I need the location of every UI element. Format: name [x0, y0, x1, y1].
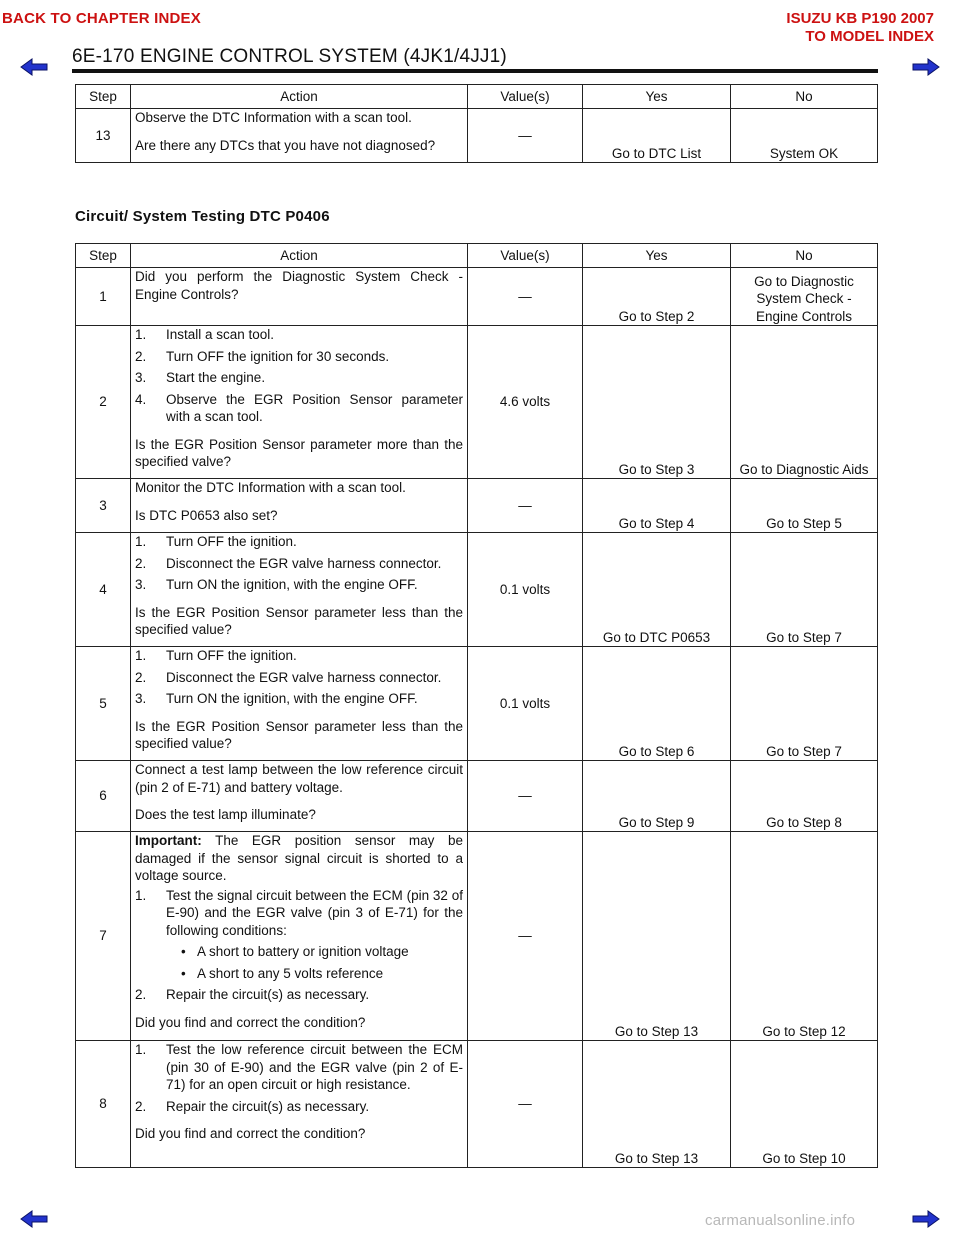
- step-number: 8: [76, 1041, 131, 1168]
- action-question: Is the EGR Position Sensor parameter more than the specified valve?: [135, 436, 463, 469]
- no-action-link[interactable]: Go to Step 7: [766, 743, 842, 759]
- action-step: [135, 576, 463, 594]
- no-action-link[interactable]: System OK: [769, 145, 839, 161]
- yes-action-link[interactable]: Go to DTC List: [611, 145, 702, 161]
- action-step-text: Turn ON the ignition, with the engine OFF.: [166, 577, 418, 592]
- header-yes: Yes: [583, 85, 731, 109]
- action-text: Connect a test lamp between the low reference circuit (pin 2 of E-71) and battery voltage.: [135, 762, 463, 795]
- page-title: 6E-170 ENGINE CONTROL SYSTEM (4JK1/4JJ1): [72, 46, 507, 67]
- important-label: Important:: [135, 833, 202, 848]
- action-step: [135, 986, 463, 1004]
- action-step-text: Disconnect the EGR valve harness connector.: [166, 669, 442, 685]
- action-cell: [131, 268, 468, 326]
- action-step: [135, 1098, 463, 1116]
- model-index-link[interactable]: [786, 10, 934, 46]
- no-cell: [731, 647, 878, 761]
- header-no: No: [731, 85, 878, 109]
- no-action-link[interactable]: Go to Diagnostic Aids: [739, 461, 869, 477]
- value-cell: —: [468, 832, 583, 1041]
- yes-action-link[interactable]: Go to Step 2: [618, 308, 695, 324]
- action-step-number: 2.: [135, 348, 147, 364]
- action-step: [135, 669, 463, 687]
- no-cell: [731, 1041, 878, 1168]
- table-row: [76, 761, 878, 832]
- no-cell: [731, 479, 878, 533]
- action-bullet: [135, 943, 463, 961]
- yes-action-link[interactable]: Go to Step 6: [618, 743, 695, 759]
- section-heading: Circuit/ System Testing DTC P0406: [75, 208, 330, 225]
- bullet-icon: •: [181, 965, 186, 981]
- yes-cell: [583, 761, 731, 832]
- yes-action-link[interactable]: Go to Step 13: [614, 1023, 699, 1039]
- next-page-arrow-icon[interactable]: [912, 58, 940, 76]
- value-cell: —: [468, 761, 583, 832]
- action-text: Did you perform the Diagnostic System Check - Engine Controls?: [135, 269, 463, 302]
- action-question: Did you find and correct the condition?: [135, 1126, 366, 1141]
- action-step: [135, 533, 463, 551]
- table-row: [76, 109, 878, 163]
- no-cell: [731, 533, 878, 647]
- action-step-text: Start the engine.: [166, 370, 266, 385]
- value-cell: —: [468, 268, 583, 326]
- step-number: 5: [76, 647, 131, 761]
- header-action: Action: [131, 244, 468, 268]
- action-step-text: Repair the circuit(s) as necessary.: [166, 987, 370, 1002]
- action-step-text: Observe the EGR Position Sensor parameter with a scan tool.: [166, 391, 463, 424]
- table-row: [76, 1041, 878, 1168]
- diagnostic-table-p0406: [75, 243, 878, 1168]
- action-step-number: 3.: [135, 691, 147, 706]
- next-page-arrow-icon[interactable]: [912, 1210, 940, 1228]
- yes-cell: [583, 326, 731, 479]
- action-step-number: 3.: [135, 577, 147, 592]
- action-step-text: Test the signal circuit between the ECM (pin 32 of E-90) and the EGR valve (pin 3 of E-71) for the following conditions:: [166, 887, 463, 938]
- action-step: [135, 348, 463, 366]
- header-no: No: [731, 244, 878, 268]
- action-cell: [131, 326, 468, 479]
- table-row: [76, 647, 878, 761]
- yes-action-link[interactable]: Go to Step 9: [618, 814, 695, 830]
- no-action-link[interactable]: Go to Step 5: [766, 515, 842, 531]
- action-step-number: 2.: [135, 555, 147, 571]
- yes-cell: [583, 647, 731, 761]
- header-step: Step: [76, 244, 131, 268]
- action-step-number: 1.: [135, 534, 147, 549]
- action-step-number: 1.: [135, 327, 147, 342]
- table-row: [76, 268, 878, 326]
- value-cell: 4.6 volts: [468, 326, 583, 479]
- yes-cell: [583, 479, 731, 533]
- action-step-text: Disconnect the EGR valve harness connector.: [166, 555, 442, 571]
- action-step-number: 1.: [135, 1042, 147, 1057]
- action-step-number: 2.: [135, 987, 147, 1002]
- header-values: Value(s): [468, 85, 583, 109]
- step-number: 13: [76, 109, 131, 163]
- header-yes: Yes: [583, 244, 731, 268]
- action-step-number: 2.: [135, 1098, 147, 1114]
- step-number: 7: [76, 832, 131, 1041]
- table-row: [76, 832, 878, 1041]
- back-to-chapter-index-link[interactable]: BACK TO CHAPTER INDEX: [2, 10, 201, 27]
- value-cell: —: [468, 1041, 583, 1168]
- no-cell: [731, 761, 878, 832]
- action-text: Monitor the DTC Information with a scan tool.: [135, 480, 406, 495]
- action-step: [135, 1041, 463, 1094]
- no-action-link[interactable]: Go to Step 12: [762, 1023, 846, 1039]
- table-row: [76, 479, 878, 533]
- to-model-index-label[interactable]: TO MODEL INDEX: [805, 28, 934, 45]
- action-step-text: Repair the circuit(s) as necessary.: [166, 1098, 370, 1114]
- action-question: Does the test lamp illuminate?: [135, 807, 316, 822]
- action-cell: [131, 832, 468, 1041]
- action-step-text: Turn OFF the ignition for 30 seconds.: [166, 348, 390, 364]
- action-cell: [131, 109, 468, 163]
- step-number: 6: [76, 761, 131, 832]
- action-step-text: Turn ON the ignition, with the engine OFF.: [166, 691, 418, 706]
- important-note: [135, 832, 463, 885]
- step-number: 4: [76, 533, 131, 647]
- action-cell: [131, 1041, 468, 1168]
- prev-page-arrow-icon[interactable]: [20, 58, 48, 76]
- action-step: [135, 555, 463, 573]
- header-values: Value(s): [468, 244, 583, 268]
- action-step: [135, 647, 463, 665]
- yes-cell: [583, 1041, 731, 1168]
- action-step-text: Turn OFF the ignition.: [166, 534, 297, 549]
- action-question: Are there any DTCs that you have not diagnosed?: [135, 137, 436, 153]
- action-step-text: Install a scan tool.: [166, 327, 275, 342]
- action-bullet-text: A short to battery or ignition voltage: [197, 944, 409, 959]
- action-step-number: 1.: [135, 887, 147, 903]
- action-step-text: Test the low reference circuit between the ECM (pin 30 of E-90) and the EGR valve (pin 2 of E-71) for an open circuit or high resistance.: [166, 1042, 463, 1092]
- title-divider: [72, 69, 878, 73]
- action-step-number: 2.: [135, 669, 147, 685]
- action-bullet-text: A short to any 5 volts reference: [197, 965, 384, 981]
- action-text: Observe the DTC Information with a scan tool.: [135, 110, 412, 125]
- action-cell: [131, 479, 468, 533]
- value-cell: 0.1 volts: [468, 533, 583, 647]
- bullet-icon: •: [181, 944, 186, 959]
- no-action-link[interactable]: Go to Step 8: [766, 814, 842, 830]
- no-cell: [731, 268, 878, 326]
- step-number: 1: [76, 268, 131, 326]
- prev-page-arrow-icon[interactable]: [20, 1210, 48, 1228]
- action-question: Is the EGR Position Sensor parameter less than the specified value?: [135, 718, 463, 751]
- no-cell: [731, 832, 878, 1041]
- action-step-number: 1.: [135, 648, 147, 663]
- table-row: [76, 326, 878, 479]
- model-name-label[interactable]: ISUZU KB P190 2007: [786, 10, 934, 27]
- yes-cell: [583, 832, 731, 1041]
- action-step: [135, 369, 463, 387]
- step-number: 3: [76, 479, 131, 533]
- action-step-number: 4.: [135, 391, 147, 407]
- action-question: Is the EGR Position Sensor parameter less than the specified value?: [135, 604, 463, 637]
- action-step-number: 3.: [135, 370, 147, 385]
- action-cell: [131, 533, 468, 647]
- action-question: Did you find and correct the condition?: [135, 1014, 366, 1030]
- action-question: Is DTC P0653 also set?: [135, 507, 278, 523]
- no-cell: [731, 109, 878, 163]
- action-bullet: [135, 965, 463, 983]
- action-step: [135, 887, 463, 940]
- value-cell: —: [468, 479, 583, 533]
- yes-cell: [583, 268, 731, 326]
- action-step: [135, 690, 463, 708]
- important-text: The EGR position sensor may be damaged if the sensor signal circuit is shorted to a voltage source.: [135, 833, 463, 883]
- table-header-row: [76, 85, 878, 109]
- yes-action-link[interactable]: Go to Step 13: [614, 1150, 699, 1166]
- table-header-row: [76, 244, 878, 268]
- no-action-link[interactable]: Go to Step 7: [766, 629, 842, 645]
- step-number: 2: [76, 326, 131, 479]
- watermark-text: carmanualsonline.info: [705, 1212, 856, 1229]
- no-cell: [731, 326, 878, 479]
- no-action-link[interactable]: Go to Step 10: [762, 1150, 846, 1166]
- action-step: [135, 326, 463, 344]
- action-step-text: Turn OFF the ignition.: [166, 648, 297, 663]
- diagnostic-table-continued: [75, 84, 878, 163]
- header-step: Step: [76, 85, 131, 109]
- table-row: [76, 533, 878, 647]
- yes-cell: [583, 109, 731, 163]
- action-step: [135, 391, 463, 426]
- value-cell: —: [468, 109, 583, 163]
- yes-action-link[interactable]: Go to DTC P0653: [602, 629, 711, 645]
- action-cell: [131, 761, 468, 832]
- value-cell: 0.1 volts: [468, 647, 583, 761]
- yes-action-link[interactable]: Go to Step 4: [618, 515, 695, 531]
- header-action: Action: [131, 85, 468, 109]
- action-cell: [131, 647, 468, 761]
- yes-action-link[interactable]: Go to Step 3: [618, 461, 695, 477]
- yes-cell: [583, 533, 731, 647]
- no-action-link[interactable]: Go to Diagnostic System Check - Engine Controls: [754, 273, 854, 324]
